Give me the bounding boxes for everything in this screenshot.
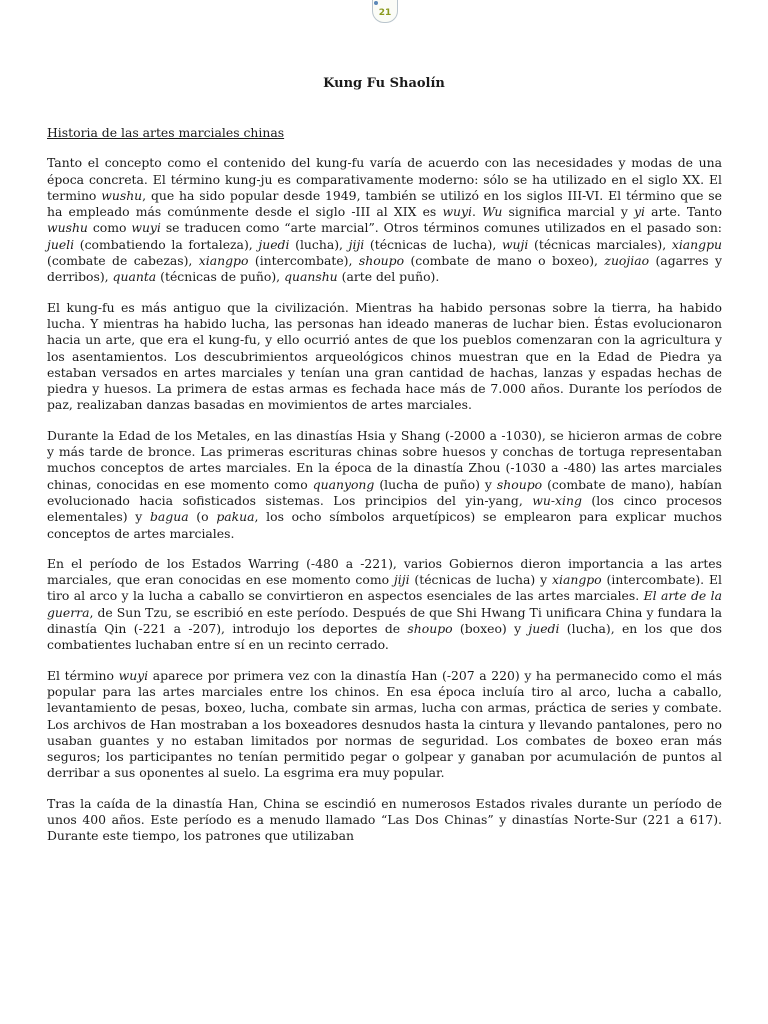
page-number: 21 xyxy=(378,8,392,18)
book-title: El arte de la guerra xyxy=(47,588,723,620)
text-run: , de Sun Tzu, se escribió en este período. Después de que Shi Hwang Ti unificara China y fundara la dinastía Qin (-221 a -207), introdujo los deportes de xyxy=(47,604,722,637)
term-quanta: quanta xyxy=(112,269,157,285)
text-run: , que ha sido popular desde 1949, también se utilizó en los siglos III-VI. El término que se ha empleado más comúnmente desde el siglo -III al XIX es xyxy=(47,187,722,220)
text-run: (intercombate), xyxy=(248,253,359,269)
text-run: En el período de los Estados Warring (-480 a -221), varios Gobiernos dieron importancia a las artes marciales, que eran conocidas en ese momento como xyxy=(47,555,722,588)
term-xiangpo: xiangpo xyxy=(552,572,602,588)
term-xiangpu: xiangpu xyxy=(671,236,723,252)
term-shoupo: shoupo xyxy=(358,253,405,269)
text-run: (técnicas de lucha) y xyxy=(409,572,552,588)
term-wushu: wushu xyxy=(47,220,88,236)
paragraph-6: Tras la caída de la dinastía Han, China se escindió en numerosos Estados rivales durante un período de unos 400 años. Este período es a menudo llamado “Las Dos Chinas” y dinastías Norte-Sur (221 a 617). Durante este tiempo, los patrones que utilizaban xyxy=(47,795,722,844)
text-run: significa marcial y xyxy=(502,204,635,220)
term-shoupo: shoupo xyxy=(407,621,453,637)
section-heading: Historia de las artes marciales chinas xyxy=(47,125,285,140)
text-run: (intercombate). El tiro al arco y la lucha a caballo se convirtieron en aspectos esenciales de las artes marciales. xyxy=(47,572,722,604)
term-pakua: pakua xyxy=(216,509,255,525)
text-run: (agarres y derribos), xyxy=(47,253,722,285)
term-wuji: wuji xyxy=(501,236,529,252)
text-run: (lucha), xyxy=(289,236,349,252)
term-wushu: wushu xyxy=(101,187,143,203)
paragraph-5 xyxy=(47,668,722,782)
text-run: (técnicas de puño), xyxy=(156,269,285,285)
term-xiangpo: xiangpo xyxy=(198,253,249,269)
term-bagua: bagua xyxy=(149,509,189,525)
paragraph-3 xyxy=(47,428,722,542)
text-run: (combatiendo la fortaleza), xyxy=(74,236,259,252)
paragraph-4 xyxy=(47,556,722,654)
text-run: (lucha de puño) y xyxy=(374,476,497,492)
term-jiji: jiji xyxy=(348,236,365,252)
text-run: arte. Tanto xyxy=(645,204,722,220)
term-zuojiao: zuojiao xyxy=(604,253,650,269)
term-wu: Wu xyxy=(482,204,503,220)
text-run: (o xyxy=(188,509,217,525)
badge-dot-icon xyxy=(374,1,378,5)
text-run: (combate de mano o boxeo), xyxy=(404,253,605,269)
text-run: (combate de mano), habían evolucionado hacia sofisticados sistemas. Los principios del yin-yang, xyxy=(47,476,722,508)
text-run: , los ocho símbolos arquetípicos) se emplearon para explicar muchos conceptos de artes marciales. xyxy=(47,509,722,541)
text-run: (arte del puño). xyxy=(337,269,440,285)
term-jueli: jueli xyxy=(47,236,75,252)
text-run: (los cinco procesos elementales) y xyxy=(47,492,722,525)
term-jiji: jiji xyxy=(393,572,410,588)
text-run: Tanto el concepto como el contenido del kung-fu varía de acuerdo con las necesidades y modas de una época concreta. El término kung-ju es comparativamente moderno: sólo se ha utilizado en el siglo XX. El termino xyxy=(47,155,722,203)
term-yi: yi xyxy=(634,204,645,220)
term-wuyi: wuyi xyxy=(118,667,149,683)
text-run: El término xyxy=(47,667,119,683)
text-run: (boxeo) y xyxy=(452,621,529,637)
text-run: (técnicas de lucha), xyxy=(364,236,502,252)
page-title: Kung Fu Shaolín xyxy=(323,76,445,91)
term-wu-xing: wu-xing xyxy=(532,492,582,508)
document-body xyxy=(47,125,722,845)
term-juedi: juedi xyxy=(528,621,560,637)
page-number-badge xyxy=(372,0,398,23)
term-wuyi: wuyi xyxy=(442,204,472,220)
text-run: . xyxy=(472,204,483,220)
term-quanshu: quanshu xyxy=(284,269,338,285)
term-wuyi: wuyi xyxy=(131,220,161,236)
text-run: (combate de cabezas), xyxy=(47,253,199,269)
text-run: como xyxy=(87,220,132,236)
text-run: (técnicas marciales), xyxy=(528,236,672,252)
paragraph-1 xyxy=(47,155,722,285)
text-run: aparece por primera vez con la dinastía Han (-207 a 220) y ha permanecido como el más popular para las artes marciales entre los chinos. En esa época incluía tiro al arco, lucha a caballo, levantamiento de pesas, boxeo, lucha, combate sin armas, lucha con armas, práctica de series y combate. Los archivos de Han mostraban a los boxeadores desnudos hasta la cintura y llevando pantalones, pero no usaban guantes y no estaban limitados por normas de seguridad. Los combates de boxeo eran más seguros; los participantes no tenían permitido pegar o golpear y ganaban por acumulación de puntos al derribar a sus oponentes al suelo. La esgrima era muy popular. xyxy=(47,667,722,781)
term-quanyong: quanyong xyxy=(312,476,375,492)
text-run: se traducen como “arte marcial”. Otros términos comunes utilizados en el pasado son: xyxy=(160,220,722,236)
term-juedi: juedi xyxy=(258,236,290,252)
paragraph-2: El kung-fu es más antiguo que la civilización. Mientras ha habido personas sobre la tierra, ha habido lucha. Y mientras ha habido lucha, las personas han ideado maneras de luchar bien. Éstas evolucionaron hacia un arte, que era el kung-fu, y ello ocurrió antes de que los pueblos comenzaran con la agricultura y los asentamientos. Los descubrimientos arqueológicos chinos muestran que en la Edad de Piedra ya estaban versados en artes marciales y tenían una gran cantidad de hachas, lanzas y espadas hechas de piedra y huesos. La primera de estas armas es fechada hace más de 7.000 años. Durante los períodos de paz, realizaban danzas basadas en movimientos de artes marciales. xyxy=(47,299,722,413)
text-run: (lucha), en los que dos combatientes luchaban entre sí en un recinto cerrado. xyxy=(47,621,723,653)
text-run: Durante la Edad de los Metales, en las dinastías Hsia y Shang (-2000 a -1030), se hicieron armas de cobre y más tarde de bronce. Las primeras escrituras chinas sobre huesos y conchas de tortuga representaban muchos conceptos de artes marciales. En la época de la dinastía Zhou (-1030 a -480) las artes marciales chinas, conocidas en ese momento como xyxy=(47,427,722,492)
term-shoupo: shoupo xyxy=(496,476,543,492)
